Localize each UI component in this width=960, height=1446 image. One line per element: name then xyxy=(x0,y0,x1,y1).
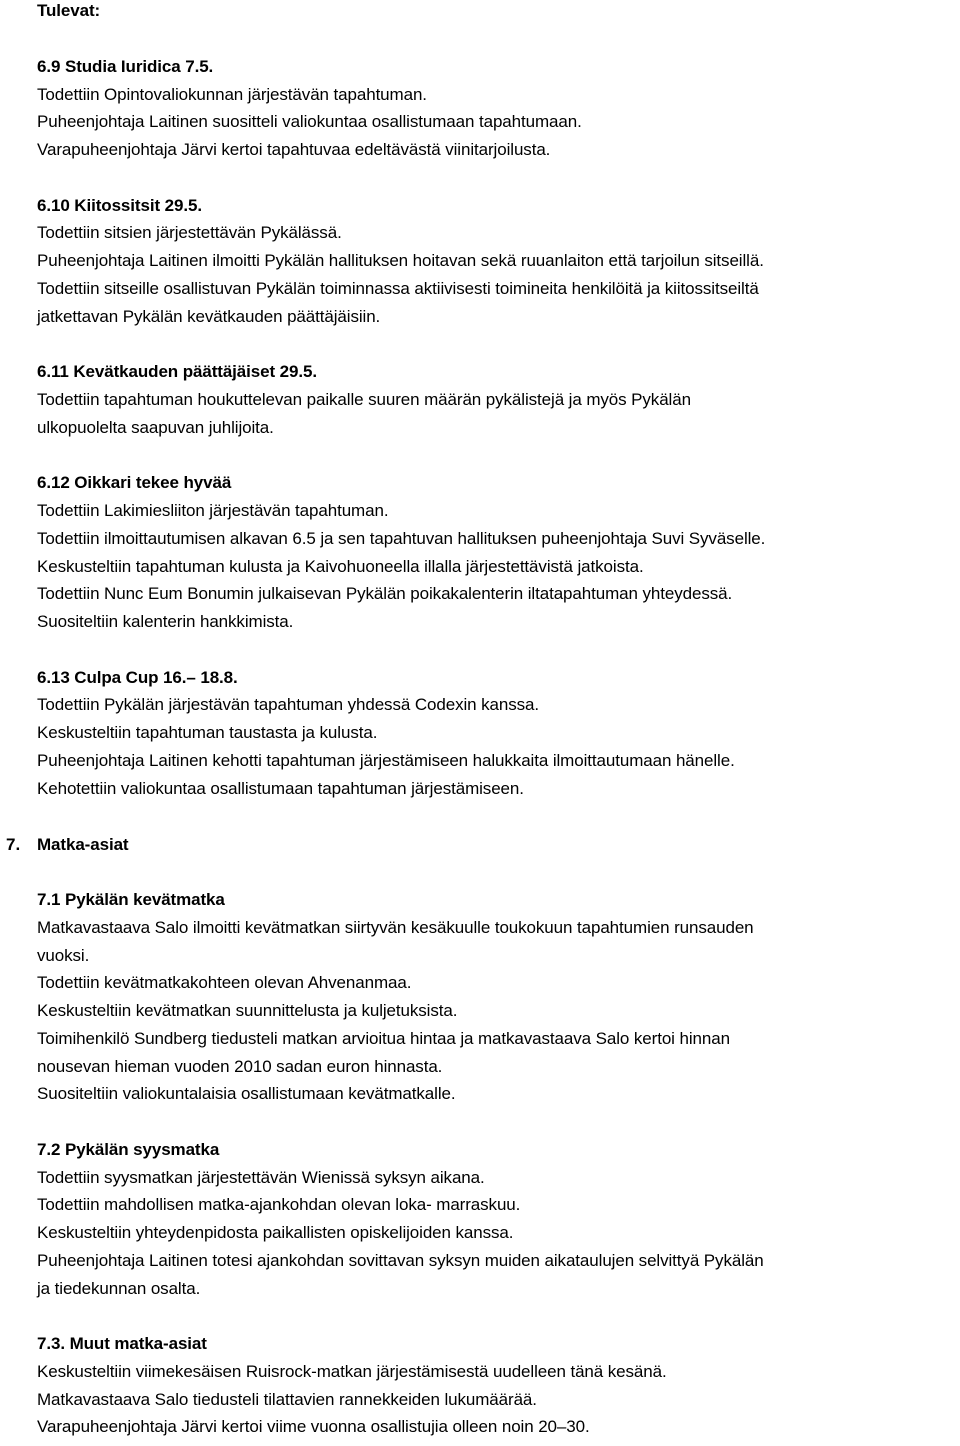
heading-upcoming: Tulevat: xyxy=(37,1,101,20)
section-7-1-line: Suositeltiin valiokuntalaisia osallistumaan kevätmatkalle. xyxy=(37,1084,456,1103)
section-6-13-line: Puheenjohtaja Laitinen kehotti tapahtuman järjestämiseen halukkaita ilmoittautumaan hänelle. xyxy=(37,751,735,770)
section-7-1-line: vuoksi. xyxy=(37,946,90,965)
section-7-3-title: 7.3. Muut matka-asiat xyxy=(37,1334,207,1353)
section-6-10-title: 6.10 Kiitossitsit 29.5. xyxy=(37,196,202,215)
section-6-12-line: Todettiin ilmoittautumisen alkavan 6.5 ja sen tapahtuvan hallituksen puheenjohtaja Suvi Syväselle. xyxy=(37,529,766,548)
section-7-3-line: Matkavastaava Salo tiedusteli tilattavien rannekkeiden lukumäärää. xyxy=(37,1390,537,1409)
section-6-13-line: Kehotettiin valiokuntaa osallistumaan tapahtuman järjestämiseen. xyxy=(37,779,524,798)
section-7-1-line: Todettiin kevätmatkakohteen olevan Ahvenanmaa. xyxy=(37,973,412,992)
section-6-9-line: Todettiin Opintovaliokunnan järjestävän tapahtuman. xyxy=(37,85,427,104)
section-6-12-line: Todettiin Lakimiesliiton järjestävän tapahtuman. xyxy=(37,501,389,520)
section-6-13-line: Keskusteltiin tapahtuman taustasta ja kulusta. xyxy=(37,723,378,742)
section-6-10-line: Todettiin sitsien järjestettävän Pykälässä. xyxy=(37,223,342,242)
section-7-3-line: Varapuheenjohtaja Järvi kertoi viime vuonna osallistujia olleen noin 20–30. xyxy=(37,1417,590,1436)
section-6-10-line: Puheenjohtaja Laitinen ilmoitti Pykälän hallituksen hoitavan sekä ruuanlaiton että tarjoilun sitseillä. xyxy=(37,251,764,270)
section-6-10-line: jatkettavan Pykälän kevätkauden päättäjäisiin. xyxy=(37,307,381,326)
section-7-1-line: Matkavastaava Salo ilmoitti kevätmatkan siirtyvän kesäkuulle toukokuun tapahtumien runsauden xyxy=(37,918,754,937)
section-6-11-line: Todettiin tapahtuman houkuttelevan paikalle suuren määrän pykälistejä ja myös Pykälän xyxy=(37,390,691,409)
section-7-2-line: Todettiin syysmatkan järjestettävän Wienissä syksyn aikana. xyxy=(37,1168,485,1187)
section-6-11-line: ulkopuolelta saapuvan juhlijoita. xyxy=(37,418,274,437)
section-7-number: 7. xyxy=(6,835,21,854)
section-6-10-line: Todettiin sitseille osallistuvan Pykälän toiminnassa aktiivisesti toimineita henkilöitä ja kiitossitseiltä xyxy=(37,279,759,298)
section-7-title: Matka-asiat xyxy=(37,835,129,854)
section-6-9-title: 6.9 Studia Iuridica 7.5. xyxy=(37,57,214,76)
section-6-9-line: Varapuheenjohtaja Järvi kertoi tapahtuvaa edeltävästä viinitarjoilusta. xyxy=(37,140,551,159)
section-7-2-line: ja tiedekunnan osalta. xyxy=(37,1279,201,1298)
section-7-2-title: 7.2 Pykälän syysmatka xyxy=(37,1140,220,1159)
section-6-12-title: 6.12 Oikkari tekee hyvää xyxy=(37,473,232,492)
section-7-2-line: Keskusteltiin yhteydenpidosta paikallisten opiskelijoiden kanssa. xyxy=(37,1223,514,1242)
section-6-12-line: Suositeltiin kalenterin hankkimista. xyxy=(37,612,294,631)
section-6-13-title: 6.13 Culpa Cup 16.– 18.8. xyxy=(37,668,238,687)
section-7-1-line: Toimihenkilö Sundberg tiedusteli matkan arvioitua hintaa ja matkavastaava Salo kertoi hinnan xyxy=(37,1029,730,1048)
section-7-2-line: Puheenjohtaja Laitinen totesi ajankohdan sovittavan syksyn muiden aikataulujen selvittyä Pykälän xyxy=(37,1251,764,1270)
section-7-1-line: nousevan hieman vuoden 2010 sadan euron hinnasta. xyxy=(37,1057,443,1076)
section-7-1-title: 7.1 Pykälän kevätmatka xyxy=(37,890,225,909)
section-6-9-line: Puheenjohtaja Laitinen suositteli valiokuntaa osallistumaan tapahtumaan. xyxy=(37,112,582,131)
section-7-2-line: Todettiin mahdollisen matka-ajankohdan olevan loka- marraskuu. xyxy=(37,1195,521,1214)
section-6-13-line: Todettiin Pykälän järjestävän tapahtuman yhdessä Codexin kanssa. xyxy=(37,695,540,714)
section-7-3-line: Keskusteltiin viimekesäisen Ruisrock-matkan järjestämisestä uudelleen tänä kesänä. xyxy=(37,1362,667,1381)
section-7-1-line: Keskusteltiin kevätmatkan suunnittelusta ja kuljetuksista. xyxy=(37,1001,458,1020)
section-6-12-line: Keskusteltiin tapahtuman kulusta ja Kaivohuoneella illalla järjestettävistä jatkoista. xyxy=(37,557,644,576)
section-6-11-title: 6.11 Kevätkauden päättäjäiset 29.5. xyxy=(37,362,317,381)
section-6-12-line: Todettiin Nunc Eum Bonumin julkaisevan Pykälän poikakalenterin iltatapahtuman yhteydessä. xyxy=(37,584,733,603)
